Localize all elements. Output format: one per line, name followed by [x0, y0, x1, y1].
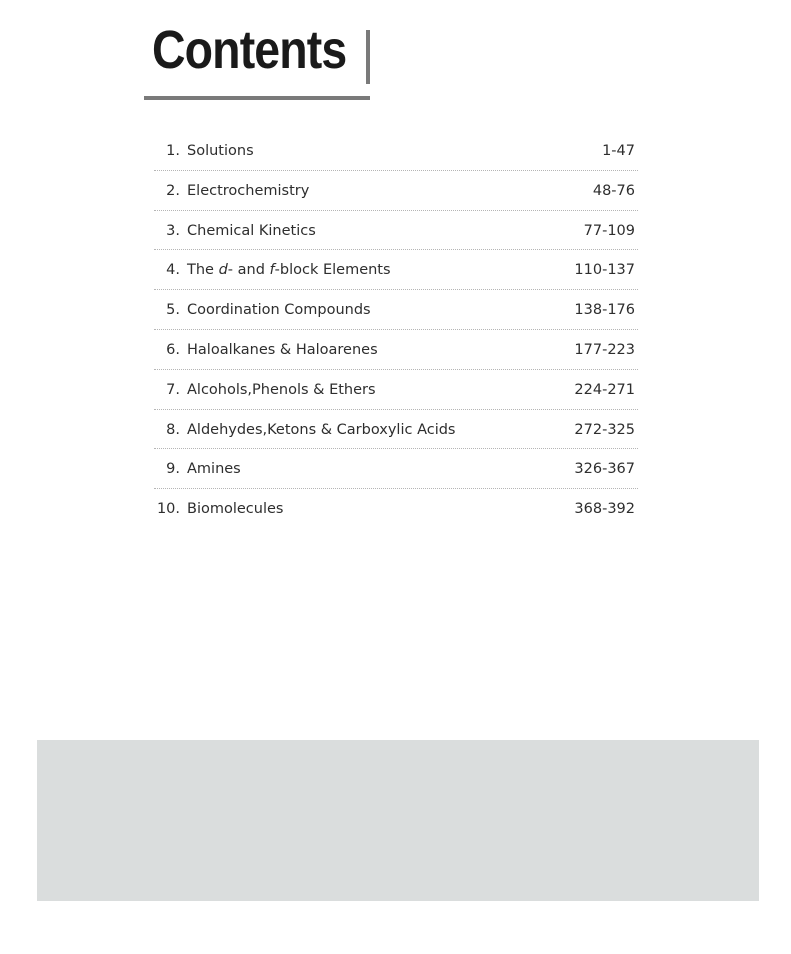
toc-entry[interactable]	[154, 370, 638, 410]
toc-entry[interactable]	[154, 449, 638, 489]
toc-entry-number: 1.	[166, 143, 180, 159]
toc-entry[interactable]	[154, 250, 638, 290]
toc-entry-title: Solutions	[187, 143, 254, 159]
toc-entry-title: Haloalkanes & Haloarenes	[187, 341, 378, 358]
toc-entry-pages: 326-367	[574, 461, 635, 478]
toc-entry-pages: 77-109	[583, 222, 635, 239]
toc-entry[interactable]	[154, 410, 638, 450]
toc-entry-pages: 177-223	[574, 341, 635, 358]
toc-entry[interactable]	[154, 330, 638, 370]
toc-entry-number: 10.	[156, 501, 180, 518]
toc-entry-title: Biomolecules	[187, 501, 284, 518]
page-title-block	[144, 18, 370, 84]
toc-entry[interactable]	[154, 290, 638, 330]
toc-entry-pages: 272-325	[574, 421, 635, 438]
toc-entry-title: Electrochemistry	[187, 182, 310, 199]
toc-entry-title: Chemical Kinetics	[187, 222, 316, 239]
toc-entry-number: 6.	[166, 341, 180, 358]
toc-entry[interactable]	[154, 171, 638, 211]
toc-entry-title: The d- and f-block Elements	[187, 262, 391, 279]
toc-entry[interactable]	[154, 211, 638, 251]
toc-entry-pages: 138-176	[574, 302, 635, 319]
toc-entry-number: 8.	[166, 421, 180, 438]
page-title: Contents	[152, 20, 347, 80]
toc-entry-number: 2.	[166, 182, 180, 199]
toc-entry-pages: 224-271	[574, 381, 635, 398]
toc-entry-title: Coordination Compounds	[187, 302, 371, 319]
footer-panel	[37, 740, 759, 901]
toc-entry-pages: 110-137	[574, 262, 635, 279]
title-side-rule	[366, 30, 370, 84]
toc-entry-number: 5.	[166, 302, 180, 319]
toc-entry-number: 3.	[166, 222, 180, 239]
toc-entry-title: Amines	[187, 461, 241, 478]
toc-entry[interactable]	[154, 489, 638, 529]
toc-entry-title: Alcohols,Phenols & Ethers	[187, 381, 376, 398]
toc-entry[interactable]	[154, 131, 638, 171]
toc-entry-pages: 368-392	[574, 501, 635, 518]
toc-entry-title: Aldehydes,Ketons & Carboxylic Acids	[187, 421, 456, 438]
toc-entry-pages: 48-76	[592, 182, 635, 199]
toc-entry-pages: 1-47	[602, 143, 635, 159]
toc-entry-number: 9.	[166, 461, 180, 478]
toc-entry-number: 7.	[166, 381, 180, 398]
toc-entry-number: 4.	[166, 262, 180, 279]
title-underline	[144, 96, 370, 100]
table-of-contents	[154, 131, 638, 529]
